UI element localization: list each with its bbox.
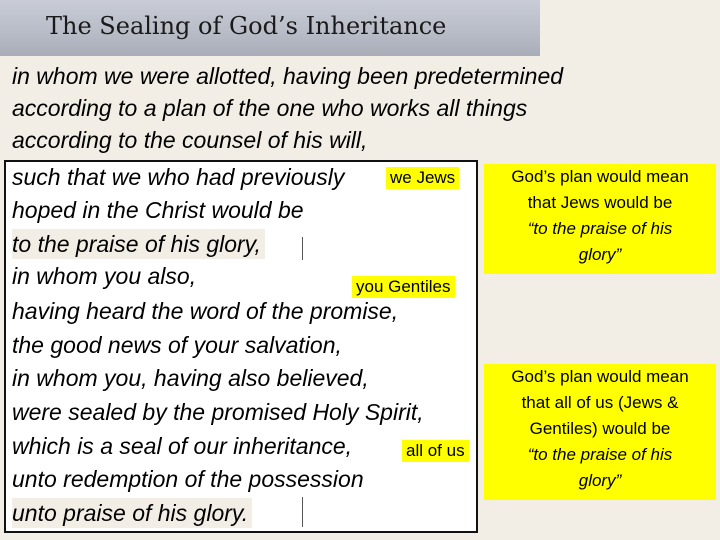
- text-line: to the praise of his glory,: [12, 229, 265, 259]
- note-text: that Jews would be: [527, 193, 673, 212]
- title-bar: [0, 0, 540, 56]
- note-quote: “to the praise of his: [527, 445, 673, 464]
- note-text: that all of us (Jews &: [521, 393, 679, 412]
- text-line: having heard the word of the promise,: [12, 298, 399, 324]
- text-line: in whom you, having also believed,: [12, 365, 369, 391]
- text-line: hoped in the Christ would be: [12, 197, 304, 223]
- tag-all-of-us: all of us: [402, 440, 469, 462]
- text-line: unto redemption of the possession: [12, 466, 364, 492]
- note-text: Gentiles) would be: [529, 419, 671, 438]
- divider-line: [302, 237, 303, 260]
- note-jews: [484, 164, 716, 274]
- page-title: The Sealing of God’s Inheritance: [46, 12, 447, 40]
- text-line: which is a seal of our inheritance,: [12, 433, 353, 459]
- note-quote: “to the praise of his: [527, 219, 673, 238]
- tag-we-jews: we Jews: [386, 167, 459, 189]
- text-line: were sealed by the promised Holy Spirit,: [12, 399, 424, 425]
- text-line: according to a plan of the one who works all things: [12, 95, 528, 121]
- text-line: in whom we were allotted, having been predetermined: [12, 63, 564, 89]
- text-line: such that we who had previously: [12, 164, 345, 190]
- note-all: [484, 364, 716, 500]
- text-line: unto praise of his glory.: [12, 498, 252, 528]
- text-line: according to the counsel of his will,: [12, 127, 368, 153]
- text-line: in whom you also,: [12, 263, 197, 289]
- divider-line: [302, 497, 303, 527]
- note-text: God’s plan would mean: [511, 167, 689, 186]
- tag-you-gentiles: you Gentiles: [352, 276, 455, 298]
- note-quote: glory”: [578, 245, 622, 264]
- text-line: the good news of your salvation,: [12, 332, 342, 358]
- note-text: God’s plan would mean: [511, 367, 689, 386]
- note-quote: glory”: [578, 471, 622, 490]
